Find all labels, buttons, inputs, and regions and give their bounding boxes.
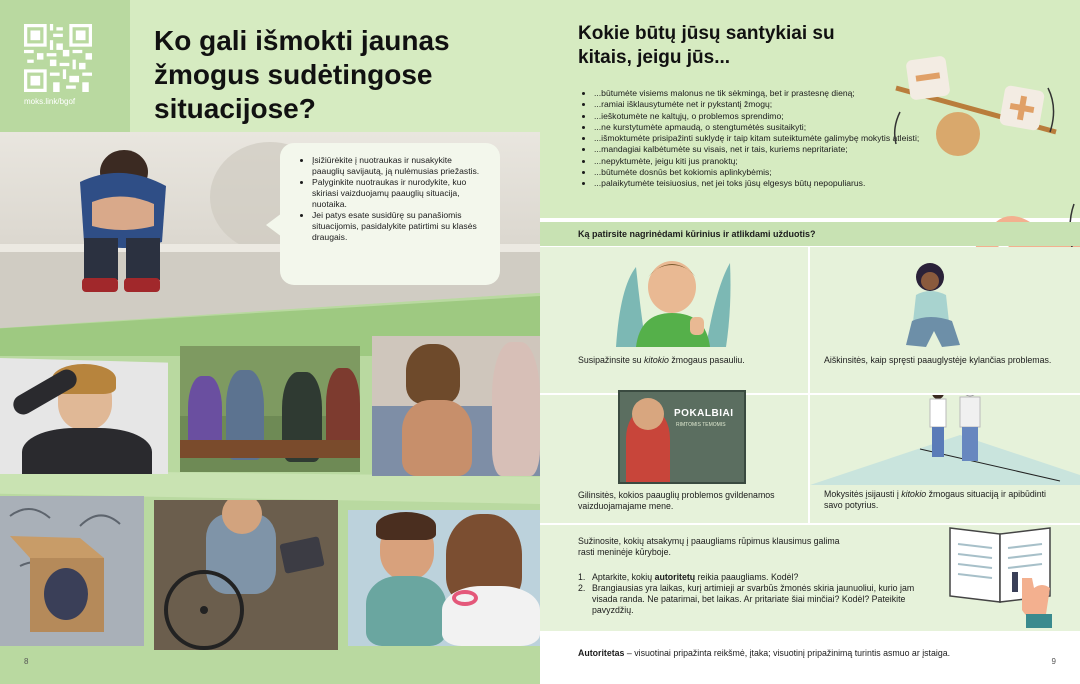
task-item: 1. Aptarkite, kokių autoritetų reikia paaugliams. Kodėl? — [578, 572, 799, 582]
photo-group-of-friends — [180, 346, 360, 472]
list-item: • ...palaikytumėte teisiuosius, net jei toks jūsų elgesys būtų nepopuliarus. — [594, 178, 924, 189]
qr-link-text[interactable]: moks.link/bgof — [24, 97, 76, 106]
card-empathy — [810, 395, 1080, 523]
task-item: 2. Brangiausias yra laikas, kurį artimieji ar svarbūs žmonės skiria jaunuoliui, kurio jam visada randa. Ne patarimai, bet laikas. Ar pritariate šiai minčiai? Kodėl? Pateikite pavyzdžių. — [578, 583, 915, 615]
list-item: • ...išmoktumėte prisipažinti suklydę ir taip kitam suteiktumėte galimybę mokytis atleisti; — [594, 133, 924, 144]
photo-worried-boy-in-suit — [0, 358, 168, 474]
poster-title: POKALBIAI — [674, 408, 734, 419]
page-title: Ko gali išmokti jaunas žmogus sudėtingose situacijose? — [154, 25, 450, 124]
card-caption: Susipažinsite su kitokio žmogaus pasauliu. — [578, 355, 745, 365]
bubble-item: • Palyginkite nuotraukas ir nurodykite, kuo skiriasi vaizduojamų paauglių situacija, nuotaika. — [312, 177, 484, 210]
qr-code-icon[interactable] — [24, 24, 92, 92]
card-caption: Mokysitės įsijausti į kitokio žmogaus situaciją ir apibūdinti savo potyrius. — [824, 489, 1046, 510]
page-number: 8 — [24, 657, 29, 666]
sitting-girl-illustration — [890, 261, 970, 351]
poster-pokalbiai — [618, 390, 746, 484]
balance-plus-minus-icon — [890, 48, 1060, 168]
list-item: • ...būtumėte visiems malonus ne tik sėkmingą, bet ir prastesnę dieną; — [594, 88, 924, 99]
bubble-list — [298, 155, 484, 243]
task-list — [578, 572, 938, 616]
open-book-icon — [946, 518, 1056, 628]
right-title: Kokie būtų jūsų santykiai su kitais, jeigu jūs... — [578, 23, 835, 68]
relations-list — [594, 88, 924, 190]
bubble-item: • Jei patys esate susidūrę su panašiomis situacijomis, pasidalykite patirtimi su klasės draugais. — [312, 210, 484, 243]
question-text: Ką patirsite nagrinėdami kūrinius ir atlikdami užduotis? — [578, 229, 816, 239]
photo-teens-with-phone — [348, 510, 540, 646]
list-item: • ...ramiai išklausytumėte net ir pykstantį žmogų; — [594, 99, 924, 110]
card-teen-problems — [810, 247, 1080, 393]
task-speech-bubble — [280, 143, 500, 285]
right-page — [540, 0, 1080, 684]
photo-boy-in-box — [0, 496, 144, 646]
card-caption: Aiškinsitės, kaip spręsti paauglystėje kylančias problemas. — [824, 355, 1052, 365]
list-item: • ...ieškotumėte ne kaltųjų, o problemos sprendimo; — [594, 111, 924, 122]
list-item: • ...būtumėte dosnūs bet kokiomis aplinkybėmis; — [594, 167, 924, 178]
learn-text: Sužinosite, kokių atsakymų į paaugliams rūpimus klausimus galima rasti meninėje kūryboje. — [578, 536, 840, 557]
bubble-item: • Įsižiūrėkite į nuotraukas ir nusakykite paauglių savijautą, ją nulėmusias priežastis. — [312, 155, 484, 177]
page-number: 9 — [1051, 657, 1056, 666]
list-item: • ...ne kurstytumėte apmaudą, o stengtumėtės susitaikyti; — [594, 122, 924, 133]
walking-people-illustration — [810, 395, 1080, 485]
smiling-boy-illustration — [606, 247, 736, 347]
card-caption: Gilinsitės, kokios paauglių problemos gvildenamos vaizduojamajame mene. — [578, 490, 775, 511]
photo-boy-in-wheelchair — [154, 500, 338, 650]
definition: Autoritetas – visuotinai pripažinta reikšmė, įtaka; visuotinį pripažinimą turintis asmuo ar įstaiga. — [578, 648, 951, 658]
list-item: • ...mandagiai kalbėtumėte su visais, net ir tais, kuriems nepritariate; — [594, 144, 924, 155]
poster-subtitle: RIMTOMIS TEMOMIS — [676, 422, 726, 428]
card-other-world — [540, 247, 808, 393]
photo-girls-talking — [372, 336, 540, 476]
list-item: • ...nepyktumėte, jeigu kiti jus pranoktų; — [594, 156, 924, 167]
crouching-boy-figure — [62, 142, 182, 302]
